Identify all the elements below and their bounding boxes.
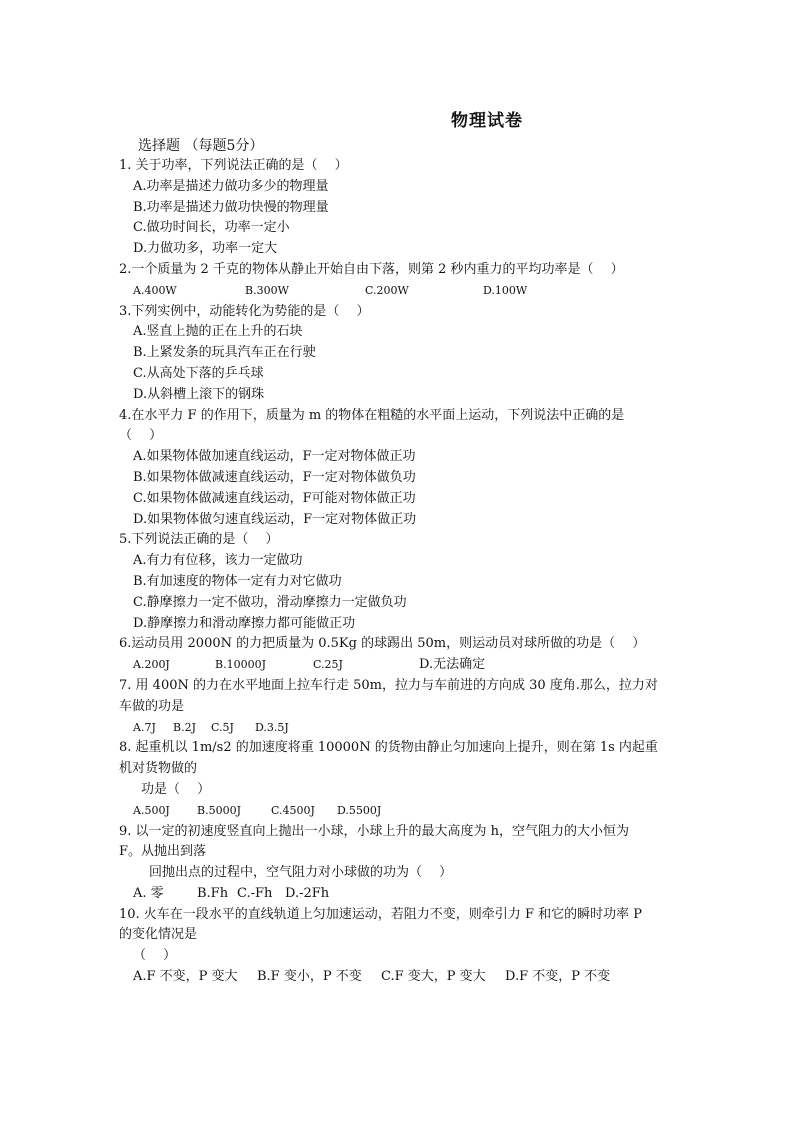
question-7-option-c: C.5J bbox=[211, 720, 234, 734]
question-3-option-b: B.上紧发条的玩具汽车正在行驶 bbox=[133, 345, 316, 361]
question-5-option-c: C.静摩擦力一定不做功，滑动摩擦力一定做负功 bbox=[133, 594, 407, 610]
question-6-option-a: A.200J bbox=[133, 658, 170, 672]
question-1-option-d: D.力做功多，功率一定大 bbox=[133, 241, 278, 257]
question-4-stem: 4.在水平力 F 的作用下，质量为 m 的物体在粗糙的水平面上运动，下列说法中正确的是 bbox=[119, 407, 625, 423]
question-5-option-a: A.有力有位移，该力一定做功 bbox=[133, 553, 303, 569]
question-5-stem: 5.下列说法正确的是（ ） bbox=[119, 532, 279, 548]
question-9-option-a: A. 零 bbox=[133, 885, 164, 901]
question-4-option-c: C.如果物体做减速直线运动，F可能对物体做正功 bbox=[133, 490, 416, 506]
question-8-option-b: B.5000J bbox=[197, 803, 241, 817]
question-3-option-c: C.从高处下落的乒乓球 bbox=[133, 365, 264, 381]
question-7-stem: 7. 用 400N 的力在水平地面上拉车行走 50m，拉力与车前进的方向成 30 度角.那么，拉力对 bbox=[119, 677, 658, 693]
question-9-option-c: C.-Fh bbox=[237, 885, 273, 901]
question-9-stem: 9. 以一定的初速度竖直向上抛出一小球，小球上升的最大高度为 h，空气阻力的大小恒为 bbox=[119, 823, 630, 839]
question-6-option-c: C.25J bbox=[313, 658, 343, 672]
question-7-option-a: A.7J bbox=[133, 720, 156, 734]
question-9-options bbox=[119, 884, 679, 905]
question-6-stem: 6.运动员用 2000N 的力把质量为 0.5Kg 的球踢出 50m，则运动员对球所做的功是（ ） bbox=[119, 636, 646, 652]
exam-body bbox=[119, 136, 679, 988]
page-title: 物理试卷 bbox=[451, 111, 523, 131]
question-9-option-b: B.Fh bbox=[197, 885, 229, 901]
question-8-option-d: D.5500J bbox=[337, 803, 382, 817]
question-10-stem-cont2: （ ） bbox=[133, 948, 177, 964]
question-3-option-a: A.竖直上抛的正在上升的石块 bbox=[133, 324, 303, 340]
question-3-option-d: D.从斜槽上滚下的钢珠 bbox=[133, 386, 265, 402]
question-2-option-c: C.200W bbox=[365, 283, 409, 297]
question-4-option-a: A.如果物体做加速直线运动，F一定对物体做正功 bbox=[133, 449, 416, 465]
question-6-options bbox=[119, 655, 679, 676]
question-4-option-d: D.如果物体做匀速直线运动，F一定对物体做正功 bbox=[133, 511, 417, 527]
question-8-option-c: C.4500J bbox=[271, 803, 315, 817]
question-5-option-b: B.有加速度的物体一定有力对它做功 bbox=[133, 573, 342, 589]
question-6-option-d: D.无法确定 bbox=[419, 657, 486, 673]
question-5-option-d: D.静摩擦力和滑动摩擦力都可能做正功 bbox=[133, 615, 356, 631]
question-7-stem-cont: 车做的功是 bbox=[119, 698, 185, 714]
question-9-option-d: D.-2Fh bbox=[285, 885, 330, 901]
question-2-option-a: A.400W bbox=[133, 283, 177, 297]
question-7-option-b: B.2J bbox=[173, 720, 196, 734]
question-10-option-d: D.F 不变，P 不变 bbox=[505, 969, 611, 985]
question-2-option-d: D.100W bbox=[483, 283, 528, 297]
question-9-stem-cont: F。从抛出到落 bbox=[119, 844, 207, 860]
question-4-stem-cont: （ ） bbox=[119, 428, 163, 444]
question-1-option-b: B.功率是描述力做功快慢的物理量 bbox=[133, 199, 329, 215]
question-10-options bbox=[119, 967, 679, 988]
question-4-option-b: B.如果物体做减速直线运动，F一定对物体做负功 bbox=[133, 469, 416, 485]
question-2-options bbox=[119, 281, 679, 302]
question-2-stem: 2.一个质量为 2 千克的物体从静止开始自由下落，则第 2 秒内重力的平均功率是（ ） bbox=[119, 261, 624, 277]
question-1-stem: 1. 关于功率，下列说法正确的是（ ） bbox=[119, 158, 348, 173]
question-2-option-b: B.300W bbox=[245, 283, 289, 297]
question-8-options bbox=[119, 801, 679, 822]
question-7-option-d: D.3.5J bbox=[255, 720, 289, 734]
question-10-stem: 10. 火车在一段水平的直线轨道上匀加速运动，若阻力不变，则牵引力 F 和它的瞬时功率 P bbox=[119, 906, 642, 922]
question-10-option-c: C.F 变大，P 变大 bbox=[381, 969, 486, 985]
question-10-option-b: B.F 变小，P 不变 bbox=[257, 969, 362, 985]
question-1-option-c: C.做功时间长，功率一定小 bbox=[133, 220, 290, 236]
question-9-stem-cont2: 回抛出点的过程中，空气阻力对小球做的功为（ ） bbox=[149, 865, 453, 881]
section-heading: 选择题 （每题5分） bbox=[138, 138, 264, 154]
question-7-options bbox=[119, 718, 679, 739]
question-1-option-a: A.功率是描述力做功多少的物理量 bbox=[133, 178, 329, 194]
question-10-option-a: A.F 不变，P 变大 bbox=[133, 969, 238, 985]
question-10-stem-cont: 的变化情况是 bbox=[119, 927, 198, 943]
question-8-stem-cont2: 功是（ ） bbox=[141, 781, 211, 797]
question-8-stem: 8. 起重机以 1m/s2 的加速度将重 10000N 的货物由静止匀加速向上提升，则在第 1s 内起重 bbox=[119, 740, 658, 756]
question-8-stem-cont: 机对货物做的 bbox=[119, 761, 198, 777]
question-3-stem: 3.下列实例中，动能转化为势能的是（ ） bbox=[119, 303, 370, 319]
question-6-option-b: B.10000J bbox=[215, 658, 266, 672]
question-8-option-a: A.500J bbox=[133, 803, 170, 817]
